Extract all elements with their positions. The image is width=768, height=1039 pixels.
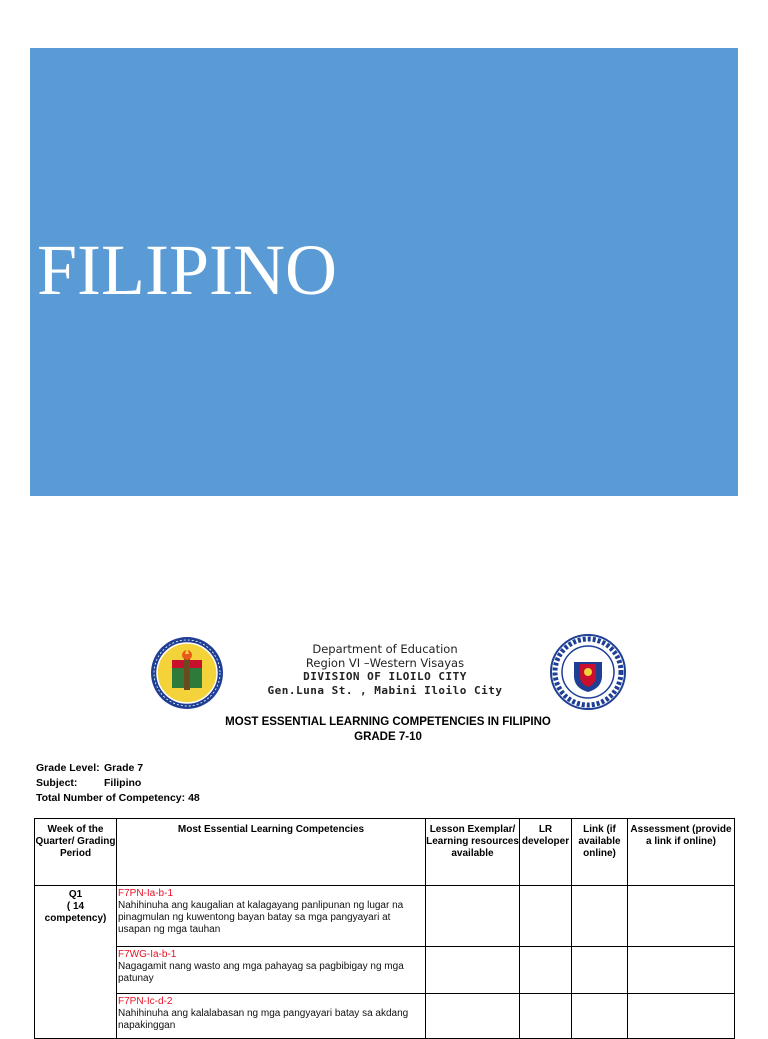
competency-cell <box>117 994 426 1039</box>
link-cell <box>572 994 628 1039</box>
quarter-cell <box>35 886 117 1039</box>
title-banner <box>30 48 738 496</box>
competency-text: Nagagamit nang wasto ang mga pahayag sa pagbibigay ng mga patunay <box>118 961 404 984</box>
document-meta <box>36 761 200 806</box>
header-lesson-exemplar: Lesson Exemplar/ Learning resources available <box>426 819 520 886</box>
document-title-line1: MOST ESSENTIAL LEARNING COMPETENCIES IN FILIPINO <box>225 716 551 728</box>
subject-label: Subject: <box>36 777 78 789</box>
header-competencies: Most Essential Learning Competencies <box>117 819 426 886</box>
table-row <box>35 994 735 1039</box>
lesson-cell <box>426 994 520 1039</box>
subject-value: Filipino <box>104 777 142 789</box>
letterhead-region: Region VI –Western Visayas <box>305 656 465 670</box>
lesson-cell <box>426 947 520 994</box>
assessment-cell <box>628 947 735 994</box>
competency-cell <box>117 947 426 994</box>
header-assessment: Assessment (provide a link if online) <box>628 819 735 886</box>
document-title <box>200 715 576 745</box>
document-title-line2: GRADE 7-10 <box>354 731 422 743</box>
table-row <box>35 947 735 994</box>
lr-cell <box>520 994 572 1039</box>
assessment-cell <box>628 886 735 947</box>
letterhead-department: Department of Education <box>312 642 458 656</box>
header-lr-developer: LR developer <box>520 819 572 886</box>
competency-text: Nahihinuha ang kalalabasan ng mga pangyayari batay sa akdang napakinggan <box>118 1008 409 1031</box>
total-competency-label: Total Number of Competency: <box>36 792 186 804</box>
total-competency-value: 48 <box>188 792 200 804</box>
letterhead-address: Gen.Luna St. , Mabini Iloilo City <box>267 684 503 697</box>
header-week: Week of the Quarter/ Grading Period <box>35 819 117 886</box>
quarter-count: ( 14 competency) <box>44 901 107 924</box>
link-cell <box>572 947 628 994</box>
competency-table <box>34 818 735 1039</box>
lr-cell <box>520 947 572 994</box>
competency-code: F7PN-Ic-d-2 <box>118 996 173 1007</box>
letterhead-division: DIVISION OF ILOILO CITY <box>303 670 467 683</box>
link-cell <box>572 886 628 947</box>
lesson-cell <box>426 886 520 947</box>
header-link: Link (if available online) <box>572 819 628 886</box>
table-header-row <box>35 819 735 886</box>
competency-code: F7PN-Ia-b-1 <box>118 888 174 899</box>
assessment-cell <box>628 994 735 1039</box>
lr-cell <box>520 886 572 947</box>
competency-cell <box>117 886 426 947</box>
kagawaran-seal-right-icon <box>550 634 626 710</box>
deped-seal-left-icon <box>150 636 224 710</box>
competency-text: Nahihinuha ang kaugalian at kalagayang panlipunan ng lugar na pinagmulan ng kuwentong bayan batay sa mga pangyayari at usapan ng mga tauhan <box>118 900 404 935</box>
letterhead <box>230 642 540 698</box>
banner-title: FILIPINO <box>37 230 337 310</box>
grade-level-value: Grade 7 <box>104 762 144 774</box>
quarter-label: Q1 <box>68 889 83 900</box>
competency-code: F7WG-Ia-b-1 <box>118 949 177 960</box>
grade-level-label: Grade Level: <box>36 762 100 774</box>
table-row <box>35 886 735 947</box>
